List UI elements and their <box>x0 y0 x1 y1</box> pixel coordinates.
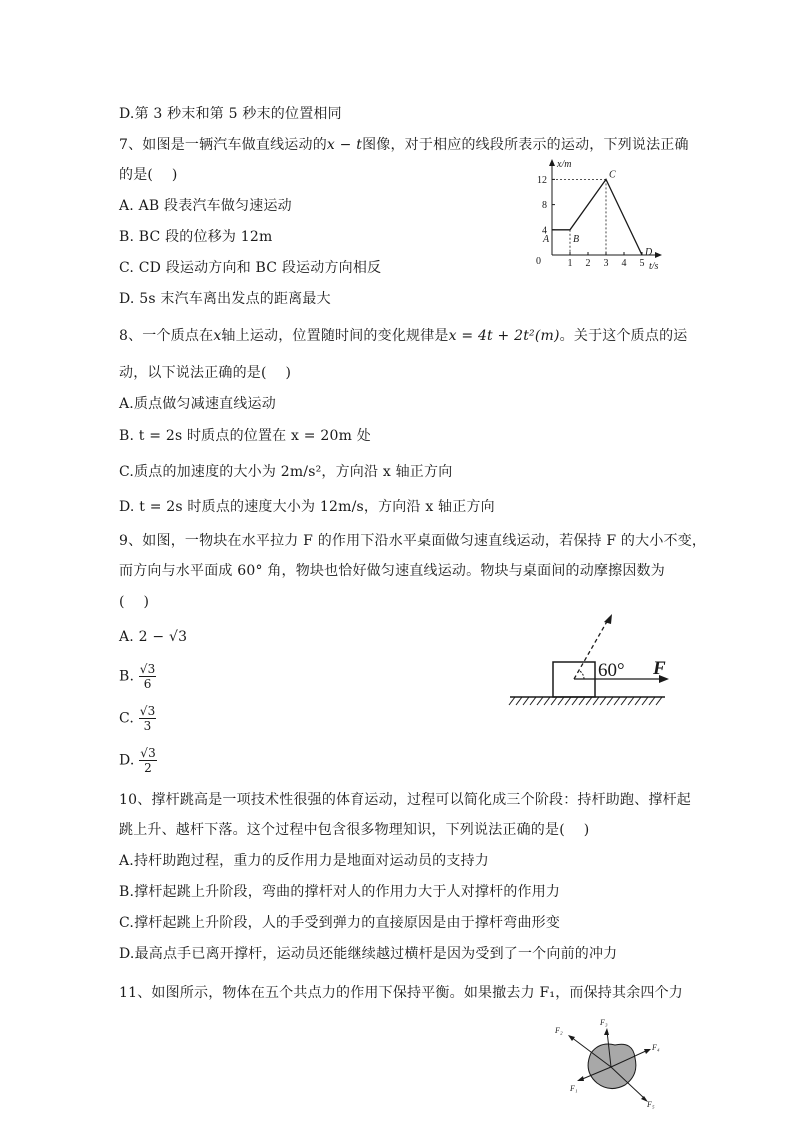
q7-option-b: B. BC 段的位移为 12m <box>119 229 273 245</box>
point-label: B <box>573 233 580 245</box>
q8-option-b: B. t = 2s 时质点的位置在 x = 20m 处 <box>119 428 371 444</box>
force-f3-label: F₃ <box>600 1018 608 1027</box>
x-tick-label: 3 <box>603 258 609 269</box>
point-label: C <box>609 169 616 181</box>
angle-label: 60° <box>598 660 625 681</box>
q11-forces-figure <box>555 1013 670 1113</box>
hatch-line <box>649 697 655 705</box>
hatch-line <box>537 697 543 705</box>
graph-axes <box>549 159 662 258</box>
x-tick-label: 2 <box>585 258 591 269</box>
hatch-line <box>607 697 613 705</box>
force-f2-arrowhead-icon <box>568 1035 575 1041</box>
q7-stem-part1: 7、如图是一辆汽车做直线运动的 <box>119 137 327 153</box>
q9-option-d <box>119 746 157 775</box>
hatch-line <box>551 697 557 705</box>
q9-block-figure <box>505 612 675 712</box>
q9-option-a: A. 2 − √3 <box>119 629 188 645</box>
q8-stem-part2: 轴上运动，位置随时间的变化规律是 <box>221 328 449 344</box>
force-f1-arrowhead-icon <box>577 1076 584 1081</box>
fraction-denominator: 3 <box>143 719 152 733</box>
q10-stem-line2: 跳上升、越杆下落。这个过程中包含很多物理知识，下列说法正确的是( ) <box>119 822 590 838</box>
fraction-numerator: √3 <box>139 704 156 718</box>
q7-option-d: D. 5s 末汽车离出发点的距离最大 <box>119 291 331 307</box>
point-label: A <box>543 233 550 245</box>
force-label: F <box>653 658 666 679</box>
q8-stem-var: x <box>213 328 222 344</box>
q7-stem-line1 <box>119 135 689 155</box>
q8-option-c: C.质点的加速度的大小为 2m/s²，方向沿 x 轴正方向 <box>119 464 453 480</box>
x-axis-arrow-icon <box>655 252 662 258</box>
q10-stem-line1: 10、撑杆跳高是一项技术性很强的体育运动，过程可以简化成三个阶段：持杆助跑、撑杆起 <box>119 792 692 808</box>
q9-stem-line3: ( ) <box>119 594 150 610</box>
fraction-numerator: √3 <box>140 746 156 760</box>
hatch-line <box>628 697 634 705</box>
q7-stem-math: x − t <box>326 137 363 153</box>
hatch-line <box>586 697 592 705</box>
hatch-line <box>558 697 564 705</box>
q8-stem-line1 <box>119 326 687 346</box>
hatch-line <box>621 697 627 705</box>
table-hatching <box>509 697 662 705</box>
q10-option-d: D.最高点手已离开撑杆，运动员还能继续越过横杆是因为受到了一个向前的冲力 <box>119 946 618 962</box>
q10-option-b: B.撑杆起跳上升阶段，弯曲的撑杆对人的作用力大于人对撑杆的作用力 <box>119 884 561 900</box>
q9-stem-line2: 而方向与水平面成 60° 角，物块也恰好做匀速直线运动。物块与桌面间的动摩擦因数为 <box>119 563 665 579</box>
hatch-line <box>565 697 571 705</box>
q6-option-d: D.第 3 秒末和第 5 秒末的位置相同 <box>119 106 342 122</box>
point-label: D <box>645 247 653 258</box>
q9-option-d-label: D. <box>119 752 135 769</box>
q10-option-c: C.撑杆起跳上升阶段，人的手受到弹力的直接原因是由于撑杆弯曲形变 <box>119 915 561 931</box>
angle-arc <box>579 671 584 680</box>
fraction-denominator: 6 <box>143 677 152 691</box>
y-tick-label: 12 <box>537 174 547 186</box>
q8-stem-line2: 动，以下说法正确的是( ) <box>119 365 292 381</box>
fraction-numerator: √3 <box>139 662 156 676</box>
q7-xt-graph <box>530 155 675 273</box>
q9-option-b <box>119 662 156 691</box>
force-f4-label: F₄ <box>652 1043 660 1052</box>
hatch-line <box>614 697 620 705</box>
q9-option-d-fraction <box>139 746 157 775</box>
q9-option-b-label: B. <box>119 668 135 685</box>
q9-option-c-label: C. <box>119 710 135 727</box>
hatch-line <box>593 697 599 705</box>
fraction-denominator: 2 <box>144 761 152 775</box>
graph-series <box>552 179 642 255</box>
q7-option-c: C. CD 段运动方向和 BC 段运动方向相反 <box>119 260 382 276</box>
force-f5-label: F₅ <box>647 1100 655 1109</box>
hatch-line <box>579 697 585 705</box>
inclined-arrowhead-icon <box>604 614 612 624</box>
q7-stem-line2: 的是( ) <box>119 167 178 183</box>
x-axis-label: t/s <box>649 261 659 272</box>
q8-stem-formula: x = 4t + 2t²(m) <box>448 328 560 344</box>
q8-option-a: A.质点做匀减速直线运动 <box>119 396 276 412</box>
q9-option-c-fraction <box>139 704 157 733</box>
y-tick-label: 8 <box>542 200 547 212</box>
x-tick-label: 1 <box>567 258 573 269</box>
hatch-line <box>516 697 522 705</box>
force-f3-arrowhead-icon <box>604 1028 609 1035</box>
y-tick-label: 4 <box>542 225 547 237</box>
q9-option-c <box>119 704 156 733</box>
q7-stem-part2: 图像，对于相应的线段所表示的运动，下列说法正确 <box>362 137 689 153</box>
hatch-line <box>635 697 641 705</box>
force-f4-arrowhead-icon <box>644 1049 651 1054</box>
hatch-line <box>572 697 578 705</box>
hatch-line <box>530 697 536 705</box>
hatch-line <box>544 697 550 705</box>
q8-stem-part1: 8、一个质点在 <box>119 328 214 344</box>
hatch-line <box>509 697 515 705</box>
xt-series-line <box>552 179 642 255</box>
q10-option-a: A.持杆助跑过程，重力的反作用力是地面对运动员的支持力 <box>119 853 489 869</box>
origin-label: 0 <box>536 256 541 267</box>
q8-option-d: D. t = 2s 时质点的速度大小为 12m/s，方向沿 x 轴正方向 <box>119 499 495 515</box>
hatch-line <box>600 697 606 705</box>
hatch-line <box>642 697 648 705</box>
q8-stem-part3: 。关于这个质点的运 <box>559 328 688 344</box>
q9-option-b-fraction <box>139 662 157 691</box>
hatch-line <box>523 697 529 705</box>
x-tick-label: 5 <box>639 258 645 269</box>
hatch-line <box>656 697 662 705</box>
y-axis-label: x/m <box>557 159 572 170</box>
q11-stem-line1: 11、如图所示，物体在五个共点力的作用下保持平衡。如果撤去力 F₁，而保持其余四个力 <box>119 985 683 1001</box>
y-axis-arrow-icon <box>549 159 555 166</box>
force-f2-label: F₂ <box>555 1026 563 1035</box>
force-f1-label: F₁ <box>570 1084 578 1093</box>
x-tick-label: 4 <box>621 258 627 269</box>
q7-option-a: A. AB 段表汽车做匀速运动 <box>119 198 292 214</box>
q9-stem-line1: 9、如图，一物块在水平拉力 F 的作用下沿水平桌面做匀速直线运动，若保持 F 的大小不变， <box>119 533 707 549</box>
